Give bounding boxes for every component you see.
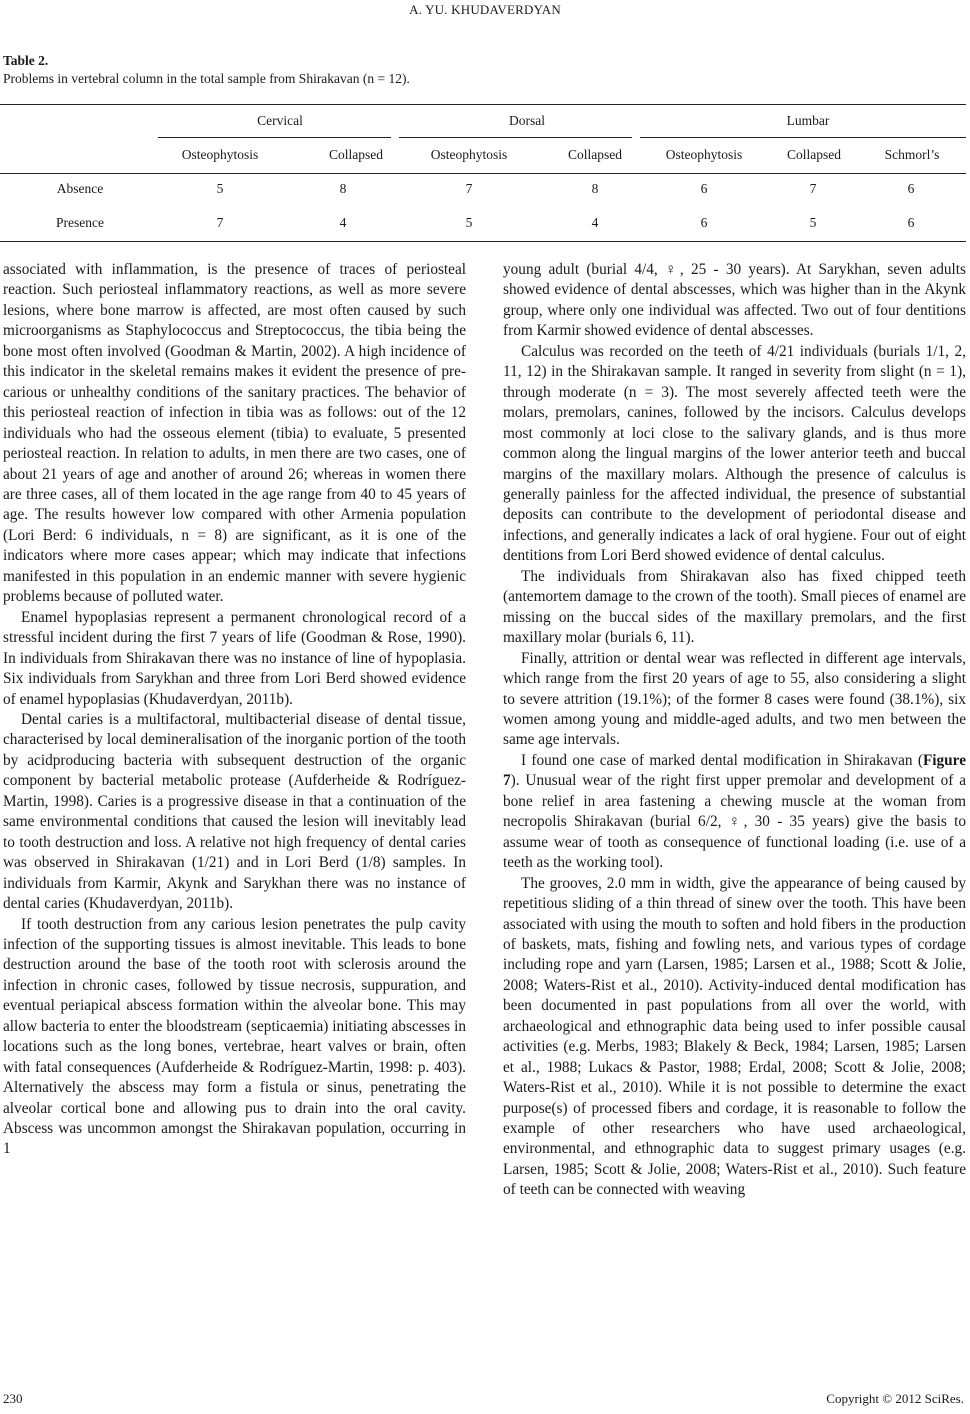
paragraph: Enamel hypoplasias represent a permanent chronological record of a stressful incident during the first 7 years of life (Goodman & Rose, 1990). In individuals from Shirakavan there was no instance of line of hypoplasia. Six individuals from Sarykhan and three from Lori Berd showed evidence of enamel hypoplasias (Khudaverdyan, 2011b). xyxy=(3,608,466,708)
table-cell: 6 xyxy=(700,181,708,196)
dorsal-group-rule xyxy=(399,137,632,138)
table-caption-text: Problems in vertebral column in the total sample from Shirakavan (n = 12). xyxy=(3,71,410,86)
subheader-cervical-osteophytosis: Osteophytosis xyxy=(181,147,259,162)
paragraph: The individuals from Shirakavan also has fixed chipped teeth (antemortem damage to the crown of the tooth). Small pieces of enamel are missing on the buccal sides of the maxillary premolars, and the first maxillary molar (burials 6, 11). xyxy=(503,567,966,647)
copyright-notice: Copyright © 2012 SciRes. xyxy=(826,1391,964,1406)
row-label: Absence xyxy=(56,181,104,196)
table-top-rule xyxy=(0,104,966,105)
table-cell: 6 xyxy=(907,181,915,196)
subheader-lumbar-collapsed: Collapsed xyxy=(787,147,841,162)
table-bottom-rule xyxy=(0,241,966,242)
paragraph-text: I found one case of marked dental modification in Shirakavan ( xyxy=(521,751,923,769)
running-title: A. YU. KHUDAVERDYAN xyxy=(409,2,561,17)
subheader-lumbar-schmorls: Schmorl’s xyxy=(884,147,940,162)
table-cell: 4 xyxy=(339,215,347,230)
paragraph: young adult (burial 4/4, ♀, 25 - 30 years). At Sarykhan, seven adults showed evidence of dental abscesses, which was higher than in the Akynk group, where only one individual was affected. Two out of four dentitions from Karmir showed evidence of dental abscesses. xyxy=(503,261,966,340)
paragraph-text: ). Unusual wear of the right first upper premolar and development of a bone relief in area fastening a chewing muscle at the woman from necropolis Shirakavan (burial 6/2, ♀, 30 - 35 years) give the basis to assume wear of tooth as consequence of functional loading (i.e. use of a teeth as the working tool). xyxy=(503,772,966,872)
right-column xyxy=(503,260,966,1201)
table-cell: 8 xyxy=(591,181,599,196)
figure-reference[interactable]: Figure 7 xyxy=(503,751,966,790)
subheader-cervical-collapsed: Collapsed xyxy=(329,147,383,162)
lumbar-group-rule xyxy=(640,137,966,138)
row-label: Presence xyxy=(56,215,104,230)
table-cell: 8 xyxy=(339,181,347,196)
table-cell: 5 xyxy=(216,181,224,196)
table-cell: 4 xyxy=(591,215,599,230)
paragraph xyxy=(503,751,966,874)
group-header-lumbar: Lumbar xyxy=(786,113,830,128)
subheader-dorsal-collapsed: Collapsed xyxy=(568,147,622,162)
subheader-lumbar-osteophytosis: Osteophytosis xyxy=(665,147,743,162)
paragraph: The grooves, 2.0 mm in width, give the appearance of being caused by repetitious sliding of a thin thread of sinew over the tooth. This have been associated with using the mouth to soften and hold fibers in the production of baskets, mats, fishing and fowling nets, and various types of cordage including rope and yarn (Larsen, 1985; Larsen et al., 1988; Scott & Jolie, 2008; Waters-Rist et al., 2010). Activity-induced dental modification has been documented in past populations from all over the world, with archaeological and ethnographic data being used to infer possible causal activities (e.g. Merbs, 1983; Blakely & Beck, 1984; Larsen, 1985; Larsen et al., 1988; Lukacs & Pastor, 1988; Erdal, 2008; Scott & Jolie, 2008; Waters-Rist et al., 2010). While it is not possible to determine the exact purpose(s) of processed fibers and cordage, it is reasonable to follow the example of other researchers who have used archaeological, environmental, and ethnographic data to suggest primary usages (e.g. Larsen, 1985; Scott & Jolie, 2008; Waters-Rist et al., 2010). Such feature of teeth can be connected with weaving xyxy=(503,874,966,1199)
table-cell: 7 xyxy=(465,181,473,196)
table-header-rule xyxy=(0,173,966,174)
paragraph: If tooth destruction from any carious lesion penetrates the pulp cavity infection of the supporting tissues is almost inevitable. This leads to bone destruction around the base of the tooth root with sclerosis around the infection in chronic cases, followed by tissue necrosis, suppuration, and eventual periapical abscess formation within the alveolar bone. This may allow bacteria to enter the bloodstream (septicaemia) initiating abscesses in locations such as the long bones, vertebrae, heart valves or brain, often with fatal consequences (Aufderheide & Rodríguez-Martin, 1998: p. 403). Alternatively the abscess may form a fistula or sinus, penetrating the alveolar cortical bone and allowing pus to drain into the oral cavity. Abscess was uncommon amongst the Shirakavan population, occurring in 1 xyxy=(3,915,466,1158)
group-header-dorsal: Dorsal xyxy=(509,113,545,128)
paragraph: Calculus was recorded on the teeth of 4/21 individuals (burials 1/1, 2, 11, 12) in the Shirakavan sample. It ranged in severity from slight (n = 1), through moderate (n = 3). The most severely affected teeth were the molars, premolars, canines, followed by the incisors. Calculus develops most commonly at loci close to the salivary glands, and is thus more common along the lingual margins of the lower anterior teeth and buccal margins of the maxillary molars. Although the presence of calculus is generally painless for the affected individual, the presence of substantial deposits can contribute to the development of periodontal disease and infections, and generally indicates a lack of oral hygiene. Four out of eight dentitions from Lori Berd showed evidence of dental calculus. xyxy=(503,342,966,565)
table-cell: 5 xyxy=(809,215,817,230)
table-caption xyxy=(3,52,410,88)
page-number: 230 xyxy=(3,1391,23,1406)
table-cell: 7 xyxy=(809,181,817,196)
table-cell: 5 xyxy=(465,215,473,230)
subheader-dorsal-osteophytosis: Osteophytosis xyxy=(430,147,508,162)
table-number: Table 2. xyxy=(3,53,49,68)
paragraph: Dental caries is a multifactoral, multibacterial disease of dental tissue, characterised by local demineralisation of the inorganic portion of the tooth by acidproducing bacteria with subsequent destruction of the organic component by bacterial metabolic protease (Aufderheide & Rodríguez-Martin, 1998). Caries is a progressive disease in that a continuation of the same environmental conditions that caused the lesion will inevitably lead to tooth destruction and loss. A relative not high frequency of dental caries was observed in Shirakavan (1/21) and in Lori Berd (1/8) samples. In individuals from Karmir, Akynk and Sarykhan there was no instance of dental caries (Khudaverdyan, 2011b). xyxy=(3,710,466,913)
paragraph: Finally, attrition or dental wear was reflected in different age intervals, which range from the first 20 years of age to 55, also considering a slight to severe attrition (19.1%); of the former 8 cases were found (38.1%), six women among young and middle-aged adults, and two men between the same age intervals. xyxy=(503,649,966,749)
left-column xyxy=(3,260,466,1160)
cervical-group-rule xyxy=(158,137,391,138)
table-cell: 6 xyxy=(907,215,915,230)
table-cell: 6 xyxy=(700,215,708,230)
table-cell: 7 xyxy=(216,215,224,230)
group-header-cervical: Cervical xyxy=(257,113,303,128)
paragraph: associated with inflammation, is the presence of traces of periosteal reaction. Such periosteal inflammatory reactions, as well as more severe lesions, where bone marrow is affected, are most often caused by such microorganisms as Staphylococcus and Streptococcus, the tibia being the bone most often involved (Goodman & Martin, 2002). A high incidence of this indicator in the skeletal remains makes it evident the presence of precarious or unhealthy conditions of the sanitary practices. The behavior of this periosteal reaction of infection in tibia was as follows: out of the 12 individuals who had the osseous element (tibia) to evaluate, 5 presented periosteal reaction. In relation to adults, in men there are two cases, one of about 21 years of age and another of around 26; whereas in women there are three cases, all of them located in the age range from 40 to 45 years of age. The results however low compared with other Armenia population (Lori Berd: 6 individuals, n = 8) are significant, as it is one of the indicators where more cases appear; which may indicate that infections manifested in this population in an endemic manner with severe hygienic problems because of polluted water. xyxy=(3,261,466,606)
